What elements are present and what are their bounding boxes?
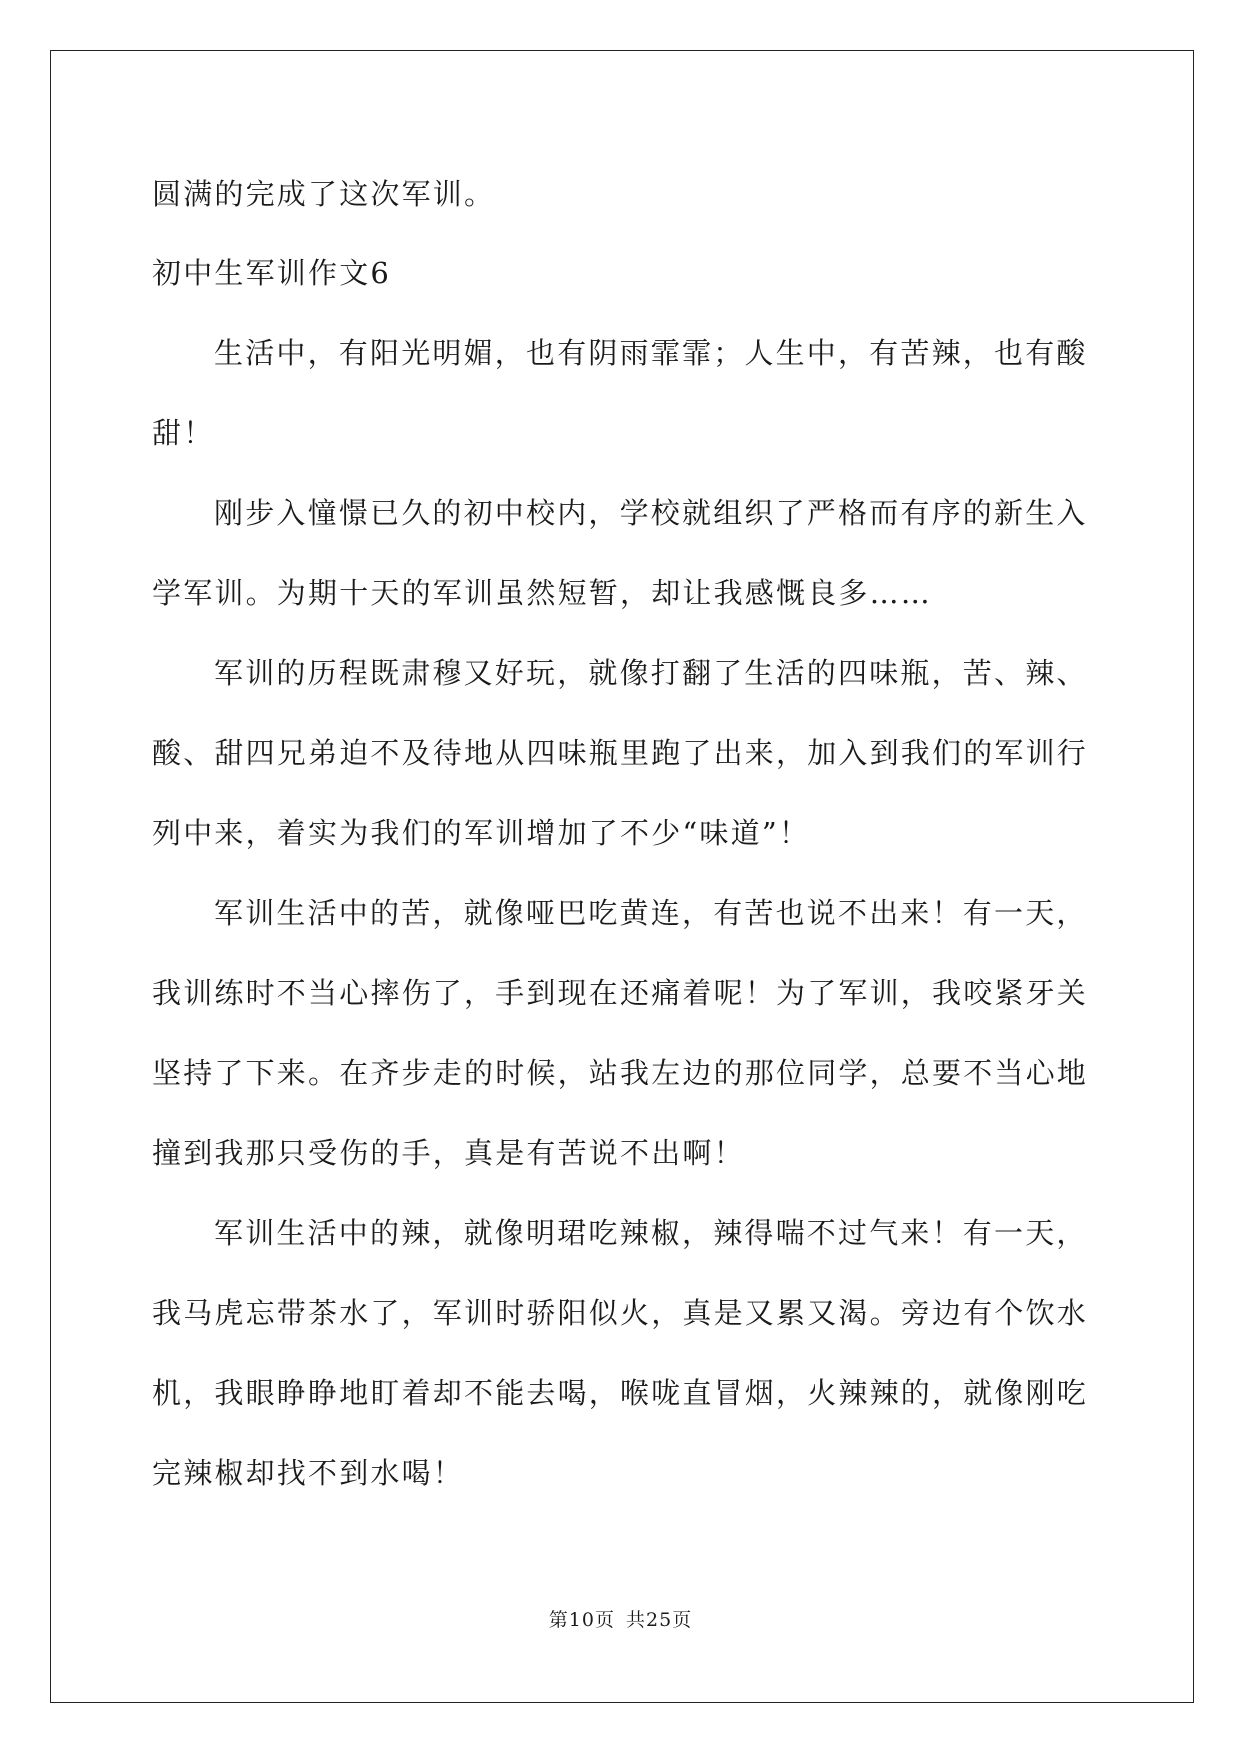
paragraph-line: 机，我眼睁睁地盯着却不能去喝，喉咙直冒烟，火辣辣的，就像刚吃 xyxy=(152,1376,1089,1410)
page-total: 共25页 xyxy=(626,1609,693,1631)
paragraph-line: 我马虎忘带茶水了，军训时骄阳似火，真是又累又渴。旁边有个饮水 xyxy=(152,1296,1089,1330)
paragraph-line: 甜！ xyxy=(152,416,215,450)
paragraph-line: 生活中，有阳光明媚，也有阴雨霏霏；人生中，有苦辣，也有酸 xyxy=(214,336,1088,370)
paragraph-line: 军训生活中的苦，就像哑巴吃黄连，有苦也说不出来！有一天， xyxy=(214,896,1088,930)
document-body xyxy=(152,155,1092,1513)
paragraph-line: 军训的历程既肃穆又好玩，就像打翻了生活的四味瓶，苦、辣、 xyxy=(214,656,1088,690)
paragraph-line: 列中来，着实为我们的军训增加了不少“味道”！ xyxy=(152,816,811,850)
paragraph-line: 我训练时不当心摔伤了，手到现在还痛着呢！为了军训，我咬紧牙关 xyxy=(152,976,1089,1010)
paragraph-line: 刚步入憧憬已久的初中校内，学校就组织了严格而有序的新生入 xyxy=(214,496,1088,530)
paragraph-line: 学军训。为期十天的军训虽然短暂，却让我感慨良多…… xyxy=(152,576,933,610)
paragraph-line: 撞到我那只受伤的手，真是有苦说不出啊！ xyxy=(152,1136,745,1170)
paragraph-line: 圆满的完成了这次军训。 xyxy=(152,177,496,211)
paragraph-line: 酸、甜四兄弟迫不及待地从四味瓶里跑了出来，加入到我们的军训行 xyxy=(152,736,1089,770)
paragraph-line: 坚持了下来。在齐步走的时候，站我左边的那位同学，总要不当心地 xyxy=(152,1056,1089,1090)
paragraph-line: 完辣椒却找不到水喝！ xyxy=(152,1456,465,1490)
page-number: 第10页 xyxy=(548,1609,615,1631)
page-footer xyxy=(0,1605,1241,1632)
section-heading: 初中生军训作文6 xyxy=(152,256,392,290)
paragraph-line: 军训生活中的辣，就像明珺吃辣椒，辣得喘不过气来！有一天， xyxy=(214,1216,1088,1250)
